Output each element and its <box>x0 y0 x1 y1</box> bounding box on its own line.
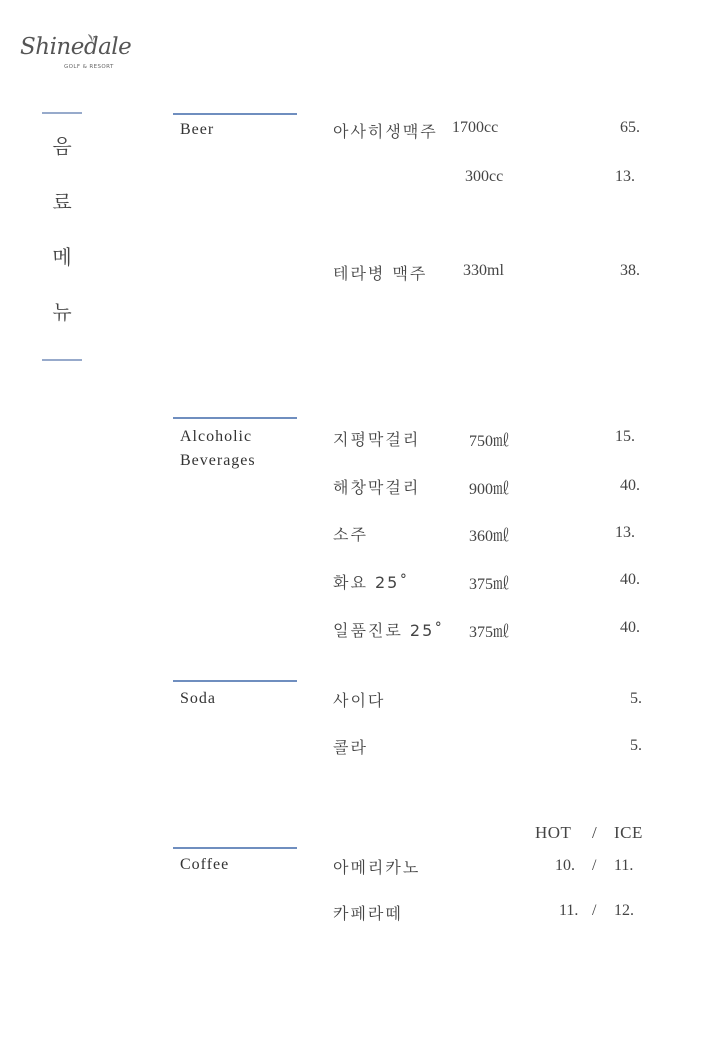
coffee-header-hot: HOT <box>535 823 572 842</box>
title-top-rule <box>42 112 82 114</box>
title-bottom-rule <box>42 359 82 361</box>
title-char: 료 <box>52 190 72 214</box>
item-name: 콜라 <box>333 738 368 757</box>
section-rule-alcoholic <box>173 417 297 419</box>
section-label-soda: Soda <box>180 690 216 707</box>
item-volume: 750㎖ <box>469 433 510 450</box>
item-price-hot: 10. <box>555 857 575 874</box>
item-price-hot: 11. <box>559 902 579 919</box>
section-rule-soda <box>173 680 297 682</box>
item-name: 카페라떼 <box>333 904 403 923</box>
title-char: 음 <box>52 134 72 158</box>
item-volume: 375㎖ <box>469 624 510 641</box>
item-price: 65. <box>620 119 640 136</box>
item-name: 아메리카노 <box>333 858 421 877</box>
leaf-icon <box>86 32 98 44</box>
logo-script-text: Shinedale <box>20 34 132 60</box>
item-name: 아사히생맥주 <box>333 122 438 141</box>
item-price: 13. <box>615 524 635 541</box>
section-rule-coffee <box>173 847 297 849</box>
item-price: 5. <box>630 737 642 754</box>
logo-subtitle: GOLF & RESORT <box>64 64 114 70</box>
item-volume: 330ml <box>463 262 504 279</box>
title-char: 뉴 <box>52 300 72 324</box>
item-price-sep: / <box>592 857 597 874</box>
item-volume: 900㎖ <box>469 481 510 498</box>
item-name: 소주 <box>333 525 368 544</box>
item-price: 40. <box>620 619 640 636</box>
item-volume: 300cc <box>465 168 504 185</box>
section-label-alcoholic: Alcoholic Beverages <box>180 428 256 469</box>
item-price: 40. <box>620 571 640 588</box>
item-price: 15. <box>615 428 635 445</box>
item-name: 화요 25˚ <box>333 573 410 592</box>
coffee-header-ice: ICE <box>614 823 643 842</box>
section-label-beer: Beer <box>180 121 215 138</box>
item-price: 5. <box>630 690 642 707</box>
title-char: 메 <box>52 245 72 269</box>
item-price: 13. <box>615 168 635 185</box>
section-rule-beer <box>173 113 297 115</box>
item-price-ice: 11. <box>614 857 634 874</box>
item-price-sep: / <box>592 902 597 919</box>
item-name: 해창막걸리 <box>333 478 421 497</box>
coffee-header-sep: / <box>592 823 598 842</box>
item-name: 지평막걸리 <box>333 430 421 449</box>
logo <box>18 34 132 78</box>
item-name: 사이다 <box>333 691 386 710</box>
item-volume: 360㎖ <box>469 528 510 545</box>
item-name: 테라병 맥주 <box>333 264 428 283</box>
item-price: 40. <box>620 477 640 494</box>
section-label-coffee: Coffee <box>180 856 230 873</box>
item-price: 38. <box>620 262 640 279</box>
item-price-ice: 12. <box>614 902 634 919</box>
item-volume: 1700cc <box>452 119 499 136</box>
item-name: 일품진로 25˚ <box>333 621 445 640</box>
item-volume: 375㎖ <box>469 576 510 593</box>
